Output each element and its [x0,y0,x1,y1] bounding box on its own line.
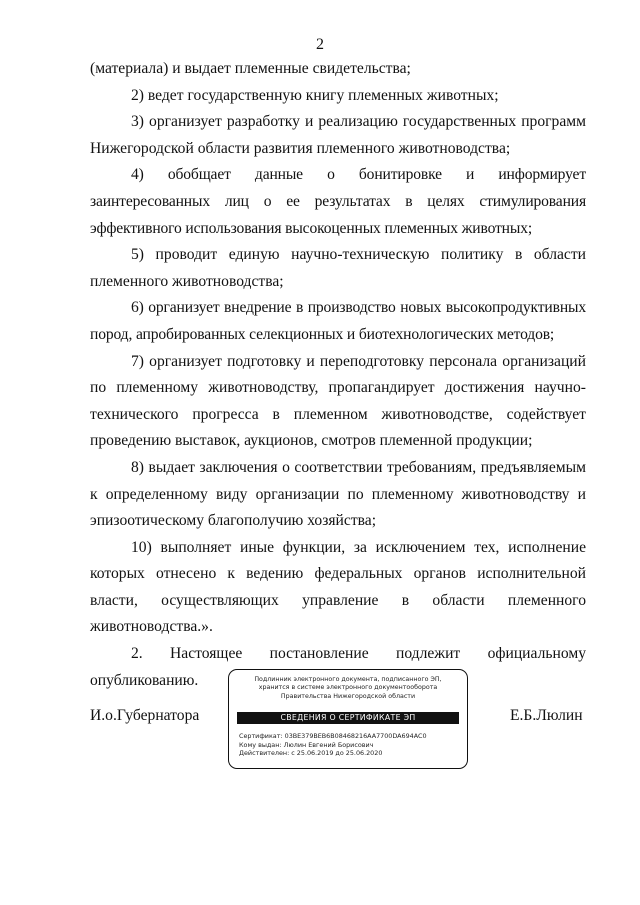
document-body [90,56,586,694]
certificate-owner: Кому выдан: Люлин Евгений Борисович [239,740,374,749]
paragraph-item-6: 6) организует внедрение в производство новых высокопродуктивных пород, апробированных селекционных и биотехнологических методов; [90,299,586,343]
e-signature-stamp [228,669,468,769]
stamp-notice [229,676,467,701]
paragraph-continuation: (материала) и выдает племенные свидетельства; [90,60,411,77]
paragraph-publication: 2. Настоящее постановление подлежит официальному опубликованию. [90,645,586,689]
paragraph-item-4: 4) обобщает данные о бонитировке и информирует заинтересованных лиц о ее результатах в целях стимулирования эффективного использования высокоценных племенных животных; [90,166,586,237]
paragraph-item-8: 8) выдает заключения о соответствии требованиям, предъявляемым к определенному виду организации по племенному животноводству и эпизоотическому благополучию хозяйства; [90,458,586,530]
certificate-serial: Сертификат: 03BE379BEB6B08468216AA7700DA694AC0 [239,732,427,740]
paragraph-item-3: 3) организует разработку и реализацию государственных программ Нижегородской области развития племенного животноводства; [90,113,586,157]
certificate-validity: Действителен: с 25.06.2019 до 25.06.2020 [239,749,383,758]
paragraph-item-5: 5) проводит единую научно-техническую политику в области племенного животноводства; [90,246,586,290]
stamp-header: СВЕДЕНИЯ О СЕРТИФИКАТЕ ЭП [237,712,459,724]
signatory-position: И.о.Губернатора [90,707,200,724]
stamp-notice-line: Подлинник электронного документа, подписанного ЭП, [254,676,442,683]
paragraph-item-2: 2) ведет государственную книгу племенных животных; [131,86,499,104]
page-number: 2 [316,36,324,53]
stamp-details [239,732,461,758]
stamp-notice-line: Правительства Нижегородской области [280,692,416,700]
signatory-name: Е.Б.Люлин [510,707,583,724]
paragraph-item-10: 10) выполняет иные функции, за исключением тех, исполнение которых отнесено к ведению федеральных органов исполнительной власти, осуществляющих управление в области племенного животноводства.». [90,538,586,636]
stamp-notice-line: хранится в системе электронного документооборота [258,684,438,692]
paragraph-item-7: 7) организует подготовку и переподготовку персонала организаций по племенному животноводству, пропагандирует достижения научно-технического прогресса в племенном животноводстве, содействует проведению выставок, аукционов, смотров племенной продукции; [90,352,586,450]
